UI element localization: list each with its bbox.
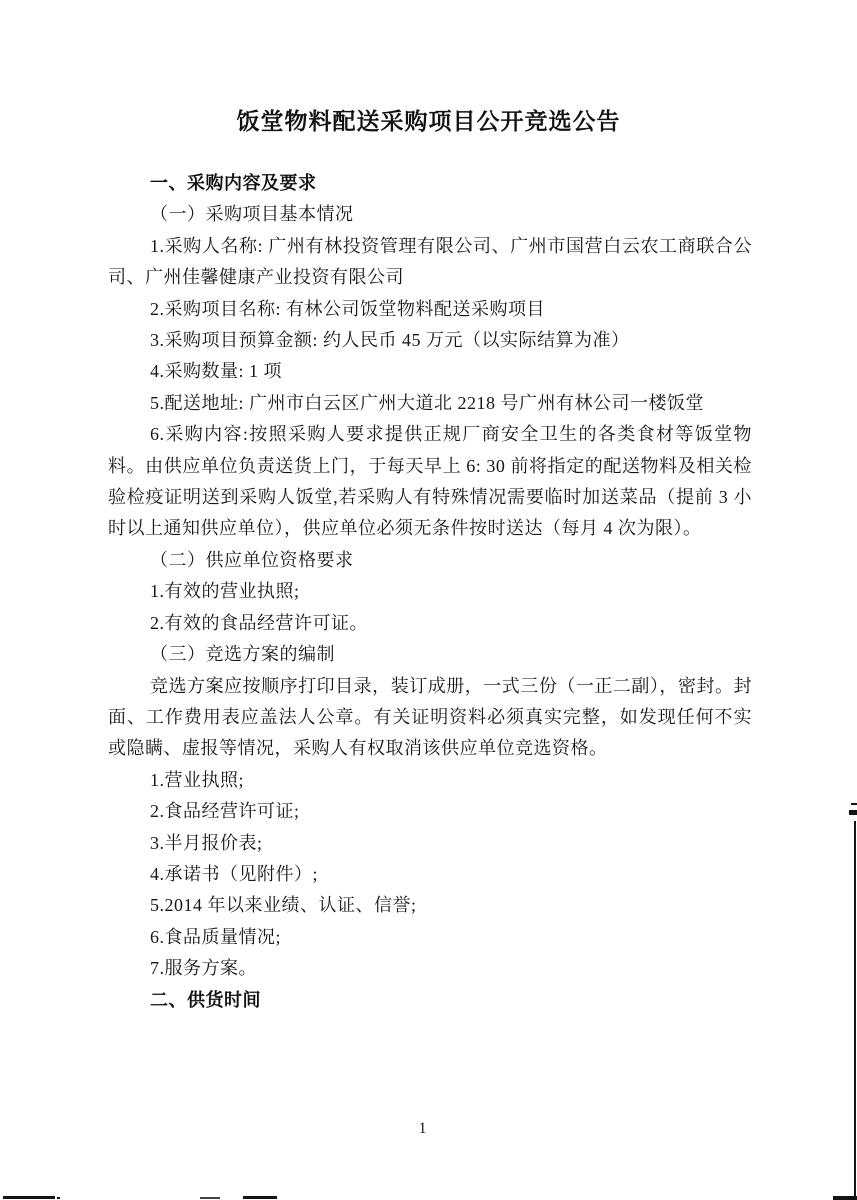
proposal-doc-item-7: 7.服务方案。 [150,958,257,979]
proposal-doc-item-4: 4.承诺书（见附件）; [150,863,319,884]
item-delivery-address: 5.配送地址: 广州市白云区广州大道北 2218 号广州有林公司一楼饭堂 [150,392,704,413]
proposal-doc-item-1: 1.营业执照; [150,769,245,790]
subsection-1-3-heading: （三）竞选方案的编制 [150,644,335,665]
document-title: 饭堂物料配送采购项目公开竞选公告 [236,109,621,134]
scan-artifact-right-dash-1 [851,803,857,805]
scan-artifact-right-edge-line [854,821,856,1200]
subsection-1-2-heading: （二）供应单位资格要求 [150,549,354,570]
proposal-compilation-paragraph: 竞选方案应按顺序打印目录，装订成册，一式三份（一正二副），密封。封面、工作费用表应盖法人公章。有关证明资料必须真实完整，如发现任何不实或隐瞒、虚报等情况，采购人有权取消该供应单位竞选资格。 [108,675,752,759]
item-budget-amount: 3.采购项目预算金额: 约人民币 45 万元（以实际结算为准） [150,330,630,351]
proposal-doc-item-3: 3.半月报价表; [150,832,263,853]
proposal-doc-item-6: 6.食品质量情况; [150,926,282,947]
section-2-heading: 二、供货时间 [150,989,261,1010]
qualification-item-business-license: 1.有效的营业执照; [150,581,300,602]
section-1-heading: 一、采购内容及要求 [150,173,317,193]
scan-artifact-right-dash-2 [849,810,857,815]
item-purchase-quantity: 4.采购数量: 1 项 [150,361,283,382]
item-purchaser-name: 1.采购人名称: 广州有林投资管理有限公司、广州市国营白云农工商联合公司、广州佳馨健康产业投资有限公司 [108,235,752,288]
scan-artifact-bottom-dashes [243,1196,277,1199]
scan-artifact-bottom-left-line [3,1196,55,1199]
document-body [108,168,752,1016]
proposal-doc-item-5: 5.2014 年以来业绩、认证、信誉; [150,895,417,916]
page-number: 1 [418,1120,427,1137]
scan-artifact-bottom-right-mark [833,1196,857,1200]
proposal-doc-item-2: 2.食品经营许可证; [150,801,300,822]
scan-artifact-bottom-dots [200,1197,220,1199]
item-project-name: 2.采购项目名称: 有林公司饭堂物料配送采购项目 [150,298,545,319]
subsection-1-1-heading: （一）采购项目基本情况 [150,204,354,225]
item-procurement-content: 6.采购内容:按照采购人要求提供正规厂商安全卫生的各类食材等饭堂物料。由供应单位负责送货上门，于每天早上 6: 30 前将指定的配送物料及相关检验检疫证明送到采购人饭堂,若采购人有特殊情况需要临时加送菜品（提前 3 小时以上通知供应单位），供应单位必须无条件按时送达（每月 4 次为限）。 [108,424,752,539]
scan-artifact-bottom-tick [57,1197,60,1199]
qualification-item-food-permit: 2.有效的食品经营许可证。 [150,612,368,633]
